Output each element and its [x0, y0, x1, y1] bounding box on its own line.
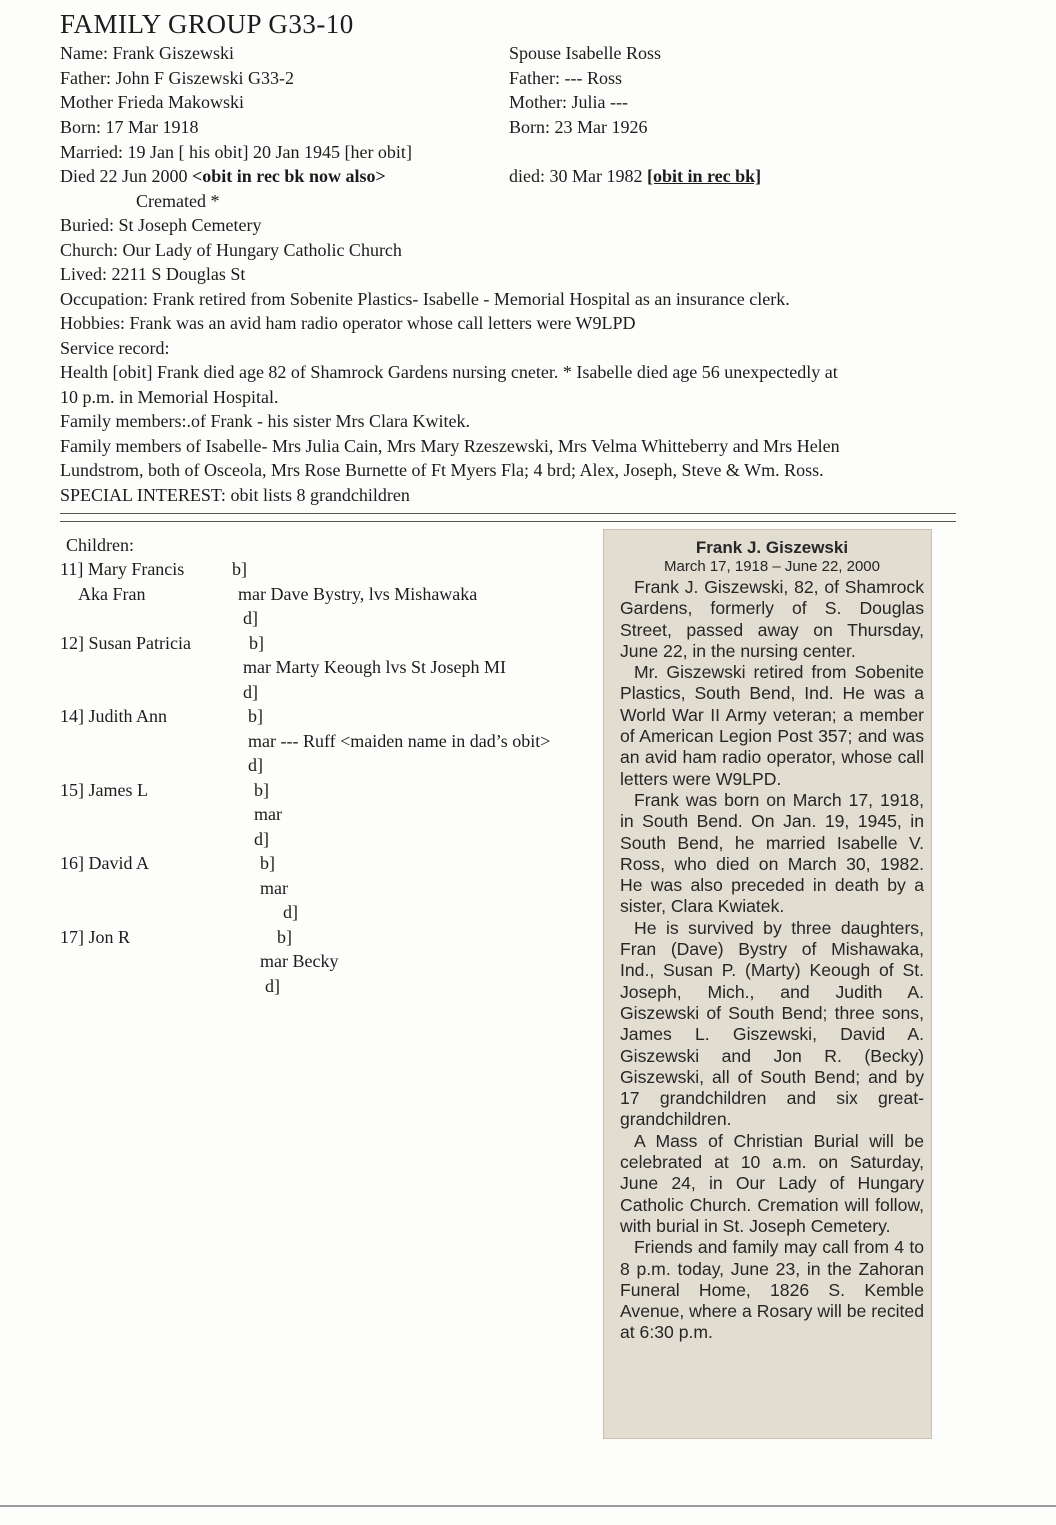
spouse-died-date: died: 30 Mar 1982 — [509, 166, 647, 186]
child-12-married: mar Marty Keough lvs St Joseph MI — [243, 657, 506, 677]
obituary-clipping — [604, 530, 931, 1438]
service-record: Service record: — [60, 338, 170, 358]
obituary-paragraph-2: Mr. Giszewski retired from Sobenite Plastics, South Bend, Ind. He was a World War II Army veteran; a member of American Legion Post 357; and was an avid ham radio operator, whose call letters were W9LPD. — [620, 662, 924, 789]
obituary-paragraph-5: A Mass of Christian Burial will be celebrated at 10 a.m. on Saturday, June 24, in Our Lady of Hungary Catholic Church. Cremation will follow, with burial in St. Joseph Cemetery. — [620, 1130, 924, 1236]
child-11-aka: Aka Fran — [78, 584, 146, 604]
obituary-paragraph-3: Frank was born on March 17, 1918, in South Bend. On Jan. 19, 1945, in South Bend, he married Isabelle V. Ross, who died on March 30, 1982. He was also preceded in death by a sister, Clara Kwiatek. — [620, 789, 924, 917]
child-12-name: 12] Susan Patricia — [60, 633, 191, 653]
section-divider — [60, 513, 956, 522]
child-15-died: d] — [254, 829, 269, 849]
occupation: Occupation: Frank retired from Sobenite Plastics- Isabelle - Memorial Hospital as an insurance clerk. — [60, 289, 790, 309]
health-line-2: 10 p.m. in Memorial Hospital. — [60, 387, 279, 407]
child-11-died: d] — [243, 608, 258, 628]
child-16-married: mar — [260, 878, 288, 898]
marriage-date: Married: 19 Jan [ his obit] 20 Jan 1945 [her obit] — [60, 142, 412, 162]
child-17-died: d] — [265, 976, 280, 996]
spouse-died — [509, 164, 761, 188]
child-11-married: mar Dave Bystry, lvs Mishawaka — [238, 584, 478, 604]
spouse-father: Father: --- Ross — [509, 68, 622, 88]
special-interest: SPECIAL INTEREST: obit lists 8 grandchildren — [60, 485, 410, 505]
husband-mother: Mother Frieda Makowski — [60, 92, 244, 112]
burial-place: Buried: St Joseph Cemetery — [60, 215, 262, 235]
residence: Lived: 2211 S Douglas St — [60, 264, 246, 284]
child-17-married: mar Becky — [260, 951, 339, 971]
child-14-died: d] — [248, 755, 263, 775]
spouse-name: Spouse Isabelle Ross — [509, 43, 661, 63]
spouse-mother: Mother: Julia --- — [509, 92, 628, 112]
child-14-name: 14] Judith Ann — [60, 706, 168, 726]
obituary-dates: March 17, 1918 – June 22, 2000 — [664, 558, 880, 575]
husband-obit-note: <obit in rec bk now also> — [192, 166, 386, 186]
husband-died-date: Died 22 Jun 2000 — [60, 166, 192, 186]
child-16-name: 16] David A — [60, 853, 149, 873]
obituary-paragraph-1: Frank J. Giszewski, 82, of Shamrock Gardens, formerly of S. Douglas Street, passed away on Thursday, June 22, in the nursing center. — [620, 577, 924, 661]
child-11-name: 11] Mary Francis — [60, 559, 185, 579]
page-title: FAMILY GROUP G33-10 — [60, 9, 354, 39]
child-16-born: b] — [260, 853, 275, 873]
child-15-born: b] — [254, 780, 269, 800]
cremated-note: Cremated * — [136, 191, 220, 211]
child-17-name: 17] Jon R — [60, 927, 131, 947]
obituary-paragraph-6: Friends and family may call from 4 to 8 p.m. today, June 23, in the Zahoran Funeral Home, 1826 S. Kemble Avenue, where a Rosary will be recited at 6:30 p.m. — [620, 1237, 924, 1343]
scan-edge-line — [0, 1505, 1056, 1507]
husband-born: Born: 17 Mar 1918 — [60, 117, 199, 137]
health-line-1: Health [obit] Frank died age 82 of Shamrock Gardens nursing cneter. * Isabelle died age 56 unexpectedly at — [60, 362, 838, 382]
child-15-married: mar — [254, 804, 282, 824]
church: Church: Our Lady of Hungary Catholic Church — [60, 240, 402, 260]
obituary-headline: Frank J. Giszewski — [695, 538, 849, 557]
husband-father: Father: John F Giszewski G33-2 — [60, 68, 294, 88]
child-11-born: b] — [232, 559, 247, 579]
family-members-isabelle-1: Family members of Isabelle- Mrs Julia Cain, Mrs Mary Rzeszewski, Mrs Velma Whitteberry and Mrs Helen — [60, 436, 840, 456]
obituary-paragraph-4: He is survived by three daughters, Fran (Dave) Bystry of Mishawaka, Ind., Susan P. (Marty) Keough of St. Joseph, Mich., and Judith A. Giszewski of South Bend; three sons, James L. Giszewski, David A. Giszewski and Jon R. (Becky) Giszewski, all of South Bend; and by 17 grandchildren and six great-grandchildren. — [620, 917, 924, 1130]
child-14-married: mar --- Ruff <maiden name in dad’s obit> — [248, 731, 551, 751]
child-12-died: d] — [243, 682, 258, 702]
spouse-born: Born: 23 Mar 1926 — [509, 117, 648, 137]
family-members-isabelle-2: Lundstrom, both of Osceola, Mrs Rose Burnette of Ft Myers Fla; 4 brd; Alex, Joseph, Steve & Wm. Ross. — [60, 460, 824, 480]
child-14-born: b] — [248, 706, 263, 726]
child-15-name: 15] James L — [60, 780, 148, 800]
children-heading: Children: — [66, 535, 134, 555]
husband-name: Name: Frank Giszewski — [60, 43, 234, 63]
child-17-born: b] — [277, 927, 292, 947]
child-16-died: d] — [283, 902, 298, 922]
family-members-frank: Family members:.of Frank - his sister Mrs Clara Kwitek. — [60, 411, 470, 431]
husband-died — [60, 164, 386, 188]
spouse-obit-note: [obit in rec bk] — [646, 166, 762, 186]
hobbies: Hobbies: Frank was an avid ham radio operator whose call letters were W9LPD — [60, 313, 636, 333]
child-12-born: b] — [249, 633, 264, 653]
